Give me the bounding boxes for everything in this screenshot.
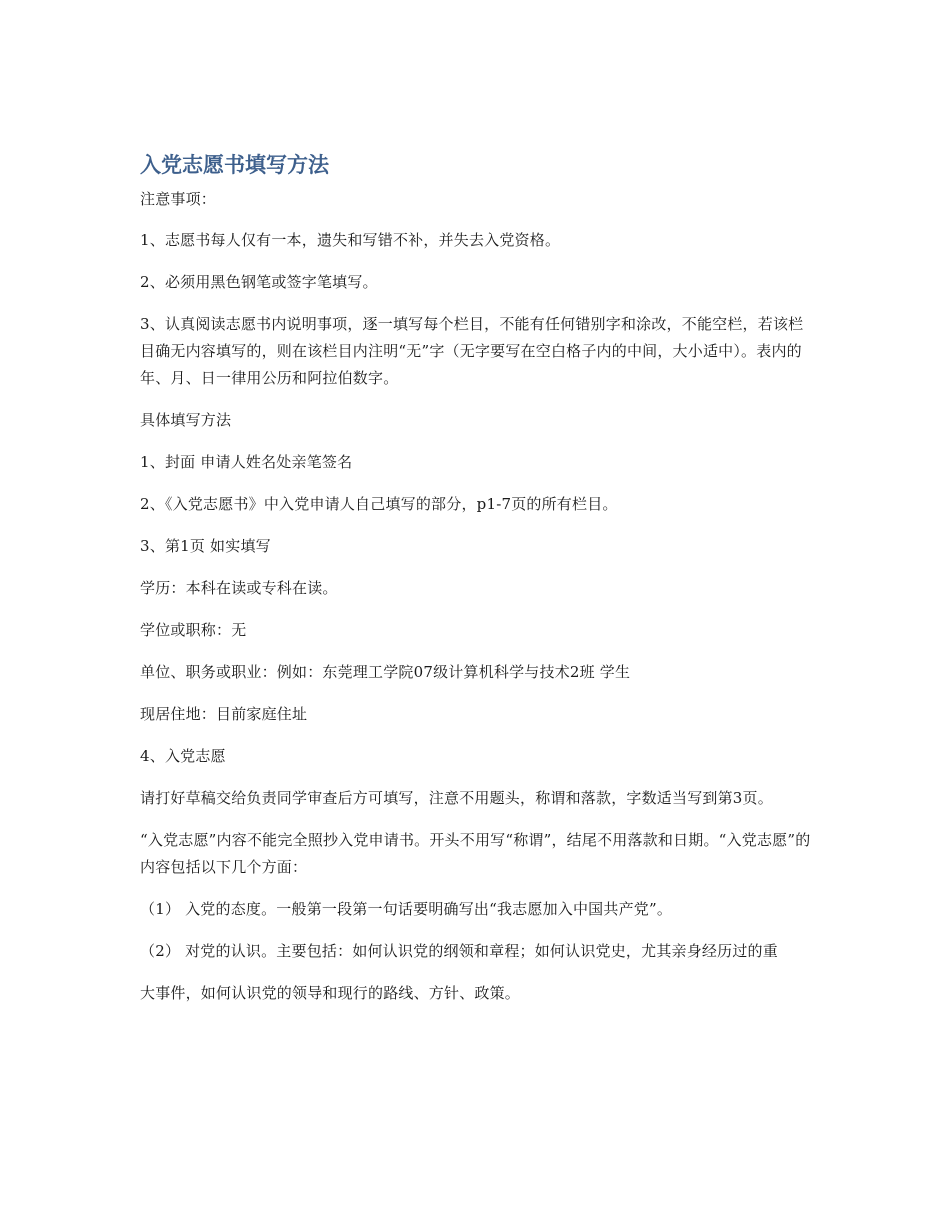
paragraph-point-1: （1） 入党的态度。一般第一段第一句话要明确写出“我志愿加入中国共产党”。 [140,900,673,918]
paragraph-unit: 单位、职务或职业：例如：东莞理工学院07级计算机科学与技术2班 学生 [140,663,631,681]
paragraph-residence: 现居住地：目前家庭住址 [140,705,308,723]
paragraph-method-1: 1、封面 申请人姓名处亲笔签名 [140,453,353,471]
paragraph-note-3: 3、认真阅读志愿书内说明事项，逐一填写每个栏目，不能有任何错别字和涂改，不能空栏，若该栏目确无内容填写的，则在该栏目内注明“无”字（无字要写在空白格子内的中间，大小适中）。表内的年、月、日一律用公历和阿拉伯数字。 [140,315,804,387]
paragraph-note-1: 1、志愿书每人仅有一本，遗失和写错不补，并失去入党资格。 [140,231,561,249]
paragraph-method-2: 2、《入党志愿书》中入党申请人自己填写的部分，p1-7页的所有栏目。 [140,495,618,513]
paragraph-method-4: 4、入党志愿 [140,747,226,765]
paragraph-note-2: 2、必须用黑色钢笔或签字笔填写。 [140,273,378,291]
paragraph-notes-heading: 注意事项： [140,190,217,208]
paragraph-content: “入党志愿”内容不能完全照抄入党申请书。开头不用写“称谓”，结尾不用落款和日期。“入党志愿”的内容包括以下几个方面： [140,831,811,876]
paragraph-method-3: 3、第1页 如实填写 [140,537,271,555]
document-page [140,150,815,1022]
paragraph-degree: 学位或职称：无 [140,621,247,639]
paragraph-point-2-cont: 大事件，如何认识党的领导和现行的路线、方针、政策。 [140,984,521,1002]
paragraph-draft: 请打好草稿交给负责同学审查后方可填写，注意不用题头，称谓和落款，字数适当写到第3页。 [140,789,773,807]
document-title: 入党志愿书填写方法 [140,153,329,177]
paragraph-education: 学历：本科在读或专科在读。 [140,579,338,597]
paragraph-method-heading: 具体填写方法 [140,411,232,429]
paragraph-point-2: （2） 对党的认识。主要包括：如何认识党的纲领和章程；如何认识党史，尤其亲身经历过的重 [140,942,778,960]
